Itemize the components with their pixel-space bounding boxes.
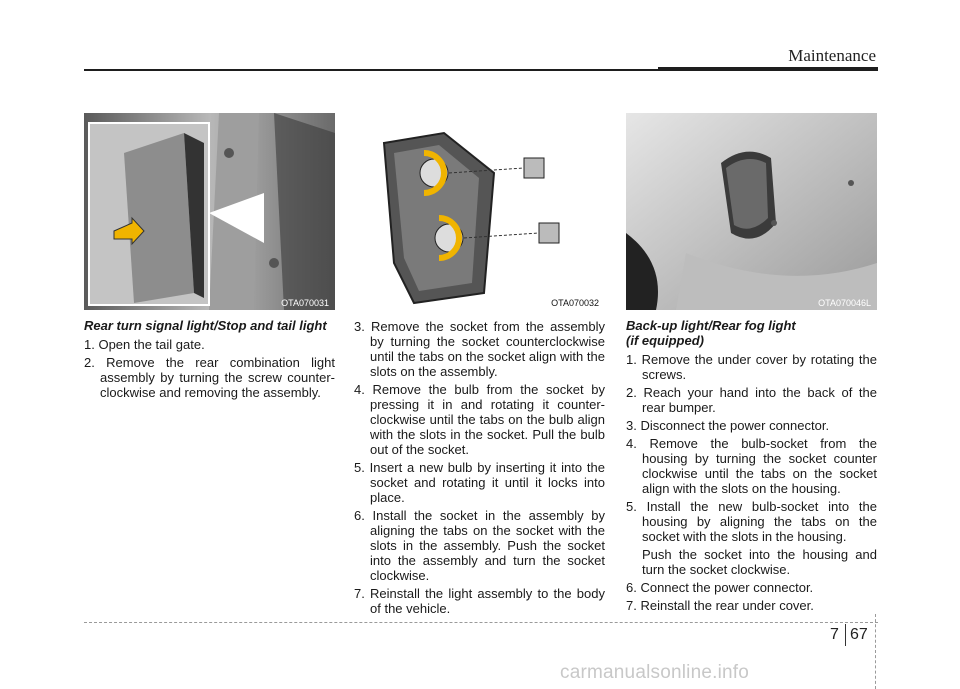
step-item: 7. Reinstall the rear under cover. <box>626 598 814 613</box>
figure-code-label: OTA070031 <box>281 298 329 308</box>
step-item: 6. Connect the power connector. <box>626 580 814 595</box>
section-subheading: (if equipped) <box>626 333 704 348</box>
page-header-title: Maintenance <box>788 46 876 65</box>
figure-socket-removal <box>354 113 605 310</box>
watermark-text: carmanualsonline.info <box>560 662 750 683</box>
footer-rule <box>84 622 878 623</box>
step-item: 5. Insert a new bulb by inserting it into the socket and rotating it until it locks into place. <box>354 460 605 505</box>
column-1 <box>84 318 335 403</box>
step-item: 4. Remove the bulb-socket from the housing by turning the socket counter clockwise until the tabs on the socket align with the slots on the housing. <box>626 436 877 496</box>
bumper-illustration <box>626 113 877 310</box>
step-item: 2. Reach your hand into the back of the rear bumper. <box>626 385 877 415</box>
chapter-number: 7 <box>830 626 839 643</box>
step-item: 3. Disconnect the power connector. <box>626 418 830 433</box>
step-item: 4. Remove the bulb from the socket by pressing it in and rotating it counter-clockwise until the tabs on the bulb align with the slots in the socket. Pull the bulb out of the socket. <box>354 382 605 457</box>
step-continuation: Push the socket into the housing and turn the socket clockwise. <box>642 547 877 577</box>
step-item: 3. Remove the socket from the assembly by turning the socket counterclockwise until the tabs on the socket align with the slots on the assembly. <box>354 319 605 379</box>
step-item: 1. Open the tail gate. <box>84 337 205 352</box>
step-item: 1. Remove the under cover by rotating the screws. <box>626 352 877 382</box>
steps-list <box>84 337 335 400</box>
steps-list <box>354 319 605 616</box>
page-separator <box>845 624 846 646</box>
socket-illustration <box>354 113 605 310</box>
step-item: 2. Remove the rear combination light assembly by turning the screw counter-clockwise and removing the assembly. <box>84 355 335 400</box>
step-item: 5. Install the new bulb-socket into the housing by aligning the tabs on the socket with the slots in the housing. <box>626 499 877 544</box>
figure-code-label: OTA070046L <box>818 298 871 308</box>
steps-list-continued <box>626 580 877 613</box>
page-number: 67 <box>850 626 868 643</box>
step-item: 6. Install the socket in the assembly by aligning the tabs on the socket with the slots in the assembly. Push the socket into the assembly and turn the socket clockwise. <box>354 508 605 583</box>
column-3 <box>626 318 877 616</box>
figure-tail-light-removal <box>84 113 335 310</box>
steps-list <box>626 352 877 544</box>
figure-rear-bumper <box>626 113 877 310</box>
section-heading: Rear turn signal light/Stop and tail light <box>84 318 327 333</box>
footer-divider <box>875 614 876 689</box>
figure-code-label: OTA070032 <box>551 298 599 308</box>
tail-light-illustration <box>84 113 335 310</box>
header-rule-accent <box>658 67 878 71</box>
step-item: 7. Reinstall the light assembly to the body of the vehicle. <box>354 586 605 616</box>
section-heading: Back-up light/Rear fog light <box>626 318 796 333</box>
column-2 <box>354 319 605 619</box>
